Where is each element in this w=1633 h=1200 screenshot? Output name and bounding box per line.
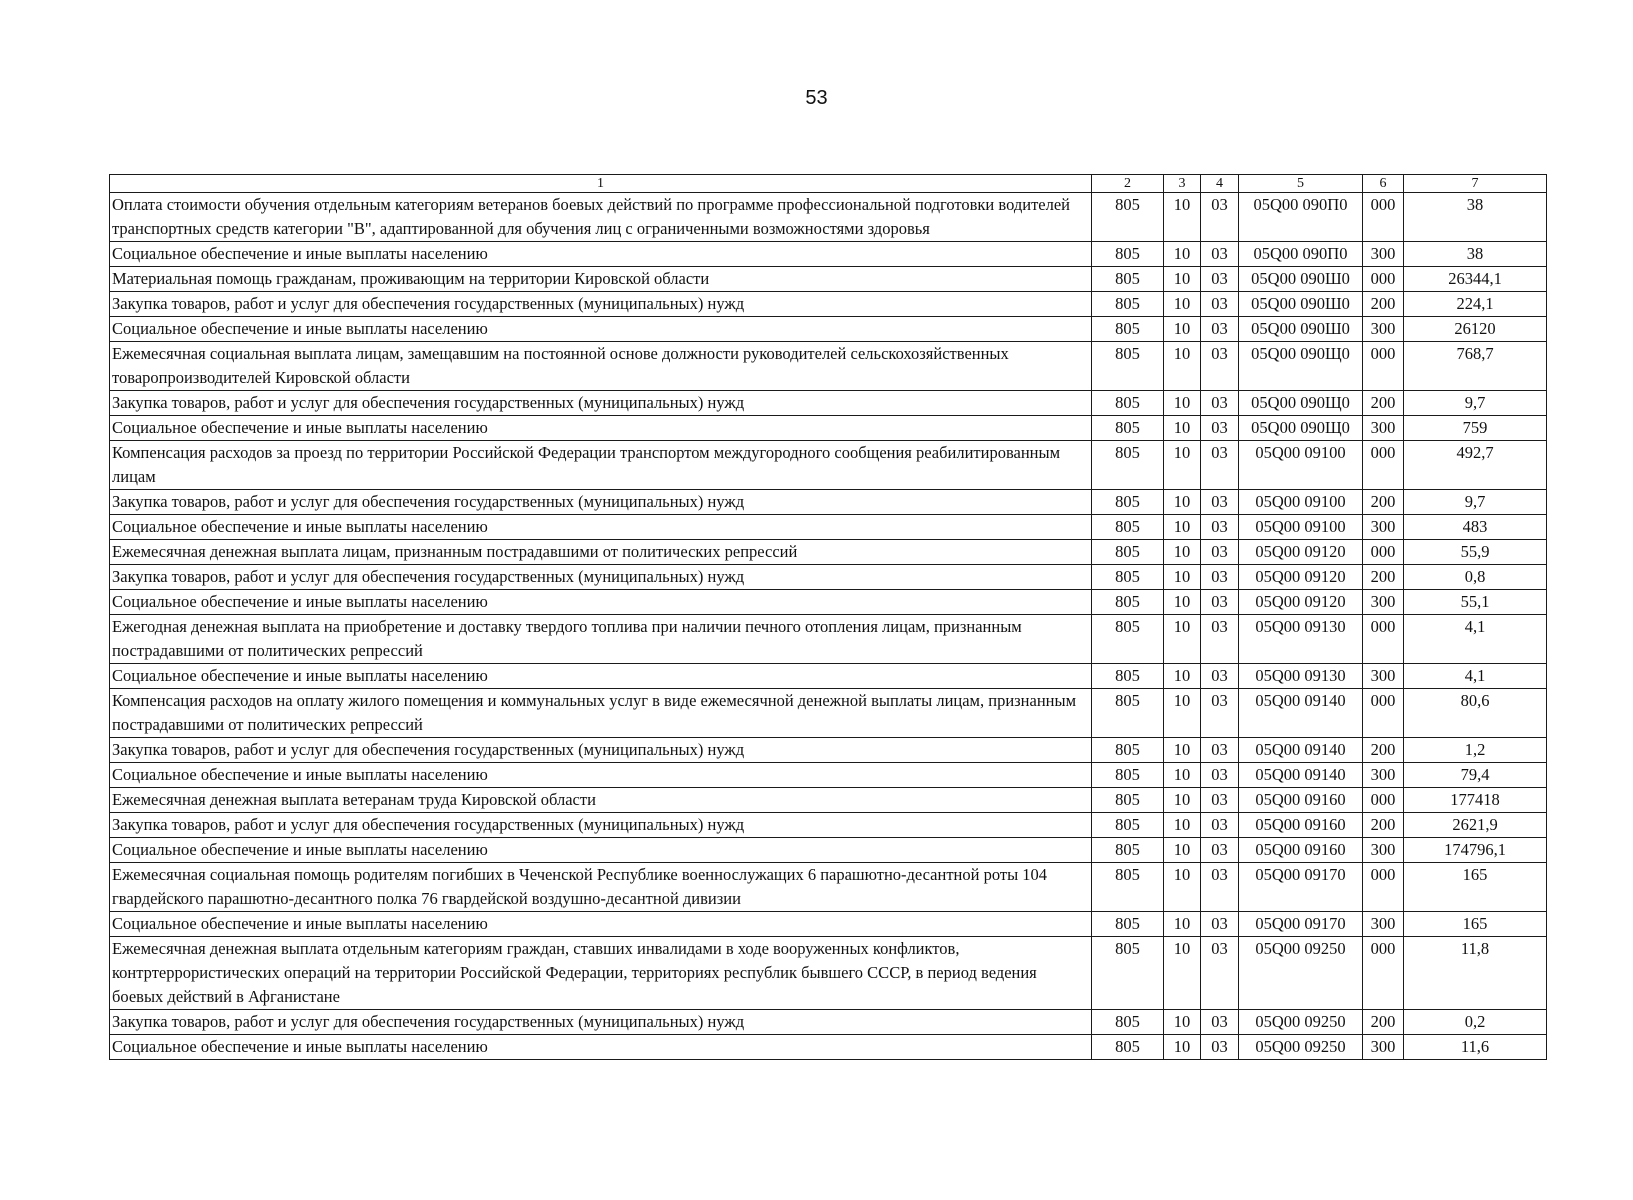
row-target-article: 05Q00 09170	[1239, 863, 1363, 912]
row-section: 10	[1164, 317, 1201, 342]
table-row	[110, 788, 1547, 813]
row-ministry: 805	[1092, 937, 1164, 1010]
table-row	[110, 292, 1547, 317]
row-subsection: 03	[1201, 863, 1239, 912]
row-subsection: 03	[1201, 763, 1239, 788]
row-section: 10	[1164, 242, 1201, 267]
row-ministry: 805	[1092, 391, 1164, 416]
row-amount: 492,7	[1404, 441, 1547, 490]
row-section: 10	[1164, 763, 1201, 788]
row-expense-type: 000	[1363, 863, 1404, 912]
row-subsection: 03	[1201, 292, 1239, 317]
row-amount: 165	[1404, 863, 1547, 912]
row-section: 10	[1164, 1035, 1201, 1060]
row-name: Ежемесячная денежная выплата отдельным категориям граждан, ставших инвалидами в ходе вооруженных конфликтов, контртеррористических операций на территории Российской Федерации, территориях республик бывшего СССР, в период ведения боевых действий в Афганистане	[110, 937, 1092, 1010]
row-ministry: 805	[1092, 317, 1164, 342]
row-expense-type: 200	[1363, 391, 1404, 416]
row-subsection: 03	[1201, 590, 1239, 615]
row-amount: 11,8	[1404, 937, 1547, 1010]
row-name: Компенсация расходов на оплату жилого помещения и коммунальных услуг в виде ежемесячной денежной выплаты лицам, признанным пострадавшими от политических репрессий	[110, 689, 1092, 738]
row-ministry: 805	[1092, 838, 1164, 863]
row-expense-type: 300	[1363, 763, 1404, 788]
row-expense-type: 300	[1363, 242, 1404, 267]
row-subsection: 03	[1201, 441, 1239, 490]
row-expense-type: 300	[1363, 416, 1404, 441]
row-subsection: 03	[1201, 788, 1239, 813]
row-amount: 174796,1	[1404, 838, 1547, 863]
row-section: 10	[1164, 565, 1201, 590]
row-subsection: 03	[1201, 565, 1239, 590]
row-subsection: 03	[1201, 193, 1239, 242]
row-target-article: 05Q00 090Ш0	[1239, 267, 1363, 292]
row-subsection: 03	[1201, 342, 1239, 391]
row-section: 10	[1164, 738, 1201, 763]
row-name: Ежемесячная социальная выплата лицам, замещавшим на постоянной основе должности руководителей сельскохозяйственных товаропроизводителей Кировской области	[110, 342, 1092, 391]
header-col-5: 5	[1239, 175, 1363, 193]
table-row	[110, 540, 1547, 565]
row-name: Социальное обеспечение и иные выплаты населению	[110, 763, 1092, 788]
row-name: Закупка товаров, работ и услуг для обеспечения государственных (муниципальных) нужд	[110, 1010, 1092, 1035]
row-expense-type: 000	[1363, 342, 1404, 391]
row-expense-type: 000	[1363, 540, 1404, 565]
header-col-6: 6	[1363, 175, 1404, 193]
row-name: Оплата стоимости обучения отдельным категориям ветеранов боевых действий по программе профессиональной подготовки водителей транспортных средств категории "В", адаптированной для обучения лиц с ограниченными возможностями здоровья	[110, 193, 1092, 242]
row-amount: 4,1	[1404, 615, 1547, 664]
row-section: 10	[1164, 838, 1201, 863]
row-name: Закупка товаров, работ и услуг для обеспечения государственных (муниципальных) нужд	[110, 738, 1092, 763]
row-subsection: 03	[1201, 689, 1239, 738]
row-section: 10	[1164, 342, 1201, 391]
row-name: Социальное обеспечение и иные выплаты населению	[110, 515, 1092, 540]
row-subsection: 03	[1201, 416, 1239, 441]
row-amount: 0,8	[1404, 565, 1547, 590]
page-number: 53	[805, 87, 828, 109]
table-row	[110, 813, 1547, 838]
row-subsection: 03	[1201, 664, 1239, 689]
table-row	[110, 590, 1547, 615]
row-expense-type: 300	[1363, 590, 1404, 615]
row-target-article: 05Q00 09250	[1239, 1035, 1363, 1060]
row-amount: 55,1	[1404, 590, 1547, 615]
row-subsection: 03	[1201, 937, 1239, 1010]
row-target-article: 05Q00 090П0	[1239, 193, 1363, 242]
row-section: 10	[1164, 689, 1201, 738]
row-expense-type: 200	[1363, 565, 1404, 590]
table-row	[110, 1035, 1547, 1060]
row-section: 10	[1164, 863, 1201, 912]
row-ministry: 805	[1092, 689, 1164, 738]
header-col-1: 1	[110, 175, 1092, 193]
row-ministry: 805	[1092, 664, 1164, 689]
row-name: Закупка товаров, работ и услуг для обеспечения государственных (муниципальных) нужд	[110, 490, 1092, 515]
row-expense-type: 300	[1363, 1035, 1404, 1060]
row-name: Ежемесячная социальная помощь родителям погибших в Чеченской Республике военнослужащих 6 парашютно-десантной роты 104 гвардейского парашютно-десантного полка 76 гвардейской воздушно-десантной дивизии	[110, 863, 1092, 912]
row-ministry: 805	[1092, 863, 1164, 912]
table-row	[110, 441, 1547, 490]
row-section: 10	[1164, 788, 1201, 813]
row-section: 10	[1164, 813, 1201, 838]
table-row	[110, 490, 1547, 515]
row-amount: 38	[1404, 193, 1547, 242]
table-row	[110, 1010, 1547, 1035]
row-target-article: 05Q00 09100	[1239, 441, 1363, 490]
table-body	[110, 193, 1547, 1060]
row-expense-type: 000	[1363, 689, 1404, 738]
row-ministry: 805	[1092, 292, 1164, 317]
row-subsection: 03	[1201, 1010, 1239, 1035]
row-amount: 38	[1404, 242, 1547, 267]
row-target-article: 05Q00 090Щ0	[1239, 391, 1363, 416]
table-row	[110, 838, 1547, 863]
row-subsection: 03	[1201, 267, 1239, 292]
row-amount: 165	[1404, 912, 1547, 937]
row-subsection: 03	[1201, 1035, 1239, 1060]
row-target-article: 05Q00 09140	[1239, 763, 1363, 788]
row-section: 10	[1164, 1010, 1201, 1035]
row-target-article: 05Q00 090Щ0	[1239, 342, 1363, 391]
table-row	[110, 937, 1547, 1010]
row-amount: 26344,1	[1404, 267, 1547, 292]
row-name: Социальное обеспечение и иные выплаты населению	[110, 590, 1092, 615]
row-amount: 11,6	[1404, 1035, 1547, 1060]
table-row	[110, 689, 1547, 738]
row-ministry: 805	[1092, 763, 1164, 788]
row-expense-type: 300	[1363, 317, 1404, 342]
row-name: Социальное обеспечение и иные выплаты населению	[110, 1035, 1092, 1060]
row-expense-type: 000	[1363, 788, 1404, 813]
row-ministry: 805	[1092, 615, 1164, 664]
table-row	[110, 912, 1547, 937]
row-subsection: 03	[1201, 242, 1239, 267]
row-expense-type: 000	[1363, 441, 1404, 490]
row-subsection: 03	[1201, 515, 1239, 540]
row-ministry: 805	[1092, 738, 1164, 763]
row-amount: 768,7	[1404, 342, 1547, 391]
row-section: 10	[1164, 937, 1201, 1010]
row-ministry: 805	[1092, 515, 1164, 540]
row-target-article: 05Q00 09250	[1239, 937, 1363, 1010]
row-section: 10	[1164, 515, 1201, 540]
table-row	[110, 738, 1547, 763]
row-name: Ежемесячная денежная выплата лицам, признанным пострадавшими от политических репрессий	[110, 540, 1092, 565]
row-section: 10	[1164, 441, 1201, 490]
row-amount: 80,6	[1404, 689, 1547, 738]
row-name: Закупка товаров, работ и услуг для обеспечения государственных (муниципальных) нужд	[110, 565, 1092, 590]
row-subsection: 03	[1201, 391, 1239, 416]
table-row	[110, 416, 1547, 441]
row-amount: 9,7	[1404, 391, 1547, 416]
row-section: 10	[1164, 615, 1201, 664]
row-amount: 483	[1404, 515, 1547, 540]
row-expense-type: 000	[1363, 267, 1404, 292]
row-ministry: 805	[1092, 540, 1164, 565]
table-row	[110, 342, 1547, 391]
row-ministry: 805	[1092, 490, 1164, 515]
row-target-article: 05Q00 09120	[1239, 540, 1363, 565]
row-ministry: 805	[1092, 590, 1164, 615]
row-target-article: 05Q00 09130	[1239, 664, 1363, 689]
row-ministry: 805	[1092, 1010, 1164, 1035]
row-ministry: 805	[1092, 342, 1164, 391]
row-name: Закупка товаров, работ и услуг для обеспечения государственных (муниципальных) нужд	[110, 391, 1092, 416]
row-ministry: 805	[1092, 267, 1164, 292]
table-row	[110, 615, 1547, 664]
row-section: 10	[1164, 416, 1201, 441]
table-header	[110, 175, 1547, 193]
row-ministry: 805	[1092, 193, 1164, 242]
row-target-article: 05Q00 090П0	[1239, 242, 1363, 267]
row-ministry: 805	[1092, 242, 1164, 267]
row-target-article: 05Q00 09100	[1239, 515, 1363, 540]
row-expense-type: 200	[1363, 490, 1404, 515]
row-target-article: 05Q00 090Ш0	[1239, 292, 1363, 317]
row-subsection: 03	[1201, 912, 1239, 937]
row-name: Социальное обеспечение и иные выплаты населению	[110, 416, 1092, 441]
row-expense-type: 200	[1363, 1010, 1404, 1035]
table-row	[110, 193, 1547, 242]
row-ministry: 805	[1092, 441, 1164, 490]
row-subsection: 03	[1201, 813, 1239, 838]
table-row	[110, 763, 1547, 788]
header-col-3: 3	[1164, 175, 1201, 193]
row-ministry: 805	[1092, 1035, 1164, 1060]
table-row	[110, 391, 1547, 416]
row-section: 10	[1164, 267, 1201, 292]
row-subsection: 03	[1201, 615, 1239, 664]
row-subsection: 03	[1201, 738, 1239, 763]
table-row	[110, 565, 1547, 590]
row-target-article: 05Q00 09160	[1239, 838, 1363, 863]
row-section: 10	[1164, 540, 1201, 565]
row-target-article: 05Q00 09170	[1239, 912, 1363, 937]
row-target-article: 05Q00 09160	[1239, 788, 1363, 813]
table-row	[110, 267, 1547, 292]
row-subsection: 03	[1201, 317, 1239, 342]
row-section: 10	[1164, 590, 1201, 615]
header-col-2: 2	[1092, 175, 1164, 193]
row-target-article: 05Q00 09160	[1239, 813, 1363, 838]
row-expense-type: 000	[1363, 615, 1404, 664]
row-target-article: 05Q00 09250	[1239, 1010, 1363, 1035]
row-target-article: 05Q00 090Щ0	[1239, 416, 1363, 441]
row-amount: 4,1	[1404, 664, 1547, 689]
row-expense-type: 300	[1363, 912, 1404, 937]
row-section: 10	[1164, 490, 1201, 515]
row-name: Закупка товаров, работ и услуг для обеспечения государственных (муниципальных) нужд	[110, 292, 1092, 317]
row-amount: 55,9	[1404, 540, 1547, 565]
row-subsection: 03	[1201, 540, 1239, 565]
row-name: Ежемесячная денежная выплата ветеранам труда Кировской области	[110, 788, 1092, 813]
row-name: Материальная помощь гражданам, проживающим на территории Кировской области	[110, 267, 1092, 292]
row-expense-type: 200	[1363, 738, 1404, 763]
row-amount: 26120	[1404, 317, 1547, 342]
table-row	[110, 242, 1547, 267]
row-subsection: 03	[1201, 838, 1239, 863]
row-amount: 9,7	[1404, 490, 1547, 515]
row-amount: 224,1	[1404, 292, 1547, 317]
table-row	[110, 515, 1547, 540]
row-name: Ежегодная денежная выплата на приобретение и доставку твердого топлива при наличии печного отопления лицам, признанным пострадавшими от политических репрессий	[110, 615, 1092, 664]
row-name: Социальное обеспечение и иные выплаты населению	[110, 664, 1092, 689]
row-section: 10	[1164, 193, 1201, 242]
table-row	[110, 317, 1547, 342]
row-ministry: 805	[1092, 912, 1164, 937]
row-target-article: 05Q00 09140	[1239, 738, 1363, 763]
row-target-article: 05Q00 090Ш0	[1239, 317, 1363, 342]
header-col-7: 7	[1404, 175, 1547, 193]
row-target-article: 05Q00 09120	[1239, 590, 1363, 615]
row-amount: 2621,9	[1404, 813, 1547, 838]
row-name: Социальное обеспечение и иные выплаты населению	[110, 317, 1092, 342]
row-expense-type: 300	[1363, 838, 1404, 863]
row-target-article: 05Q00 09100	[1239, 490, 1363, 515]
row-amount: 759	[1404, 416, 1547, 441]
row-ministry: 805	[1092, 788, 1164, 813]
header-row	[110, 175, 1547, 193]
row-section: 10	[1164, 391, 1201, 416]
header-col-4: 4	[1201, 175, 1239, 193]
row-ministry: 805	[1092, 416, 1164, 441]
row-name: Социальное обеспечение и иные выплаты населению	[110, 242, 1092, 267]
row-expense-type: 200	[1363, 292, 1404, 317]
row-target-article: 05Q00 09120	[1239, 565, 1363, 590]
row-expense-type: 200	[1363, 813, 1404, 838]
row-name: Социальное обеспечение и иные выплаты населению	[110, 912, 1092, 937]
row-target-article: 05Q00 09130	[1239, 615, 1363, 664]
row-section: 10	[1164, 912, 1201, 937]
row-expense-type: 000	[1363, 937, 1404, 1010]
row-name: Компенсация расходов за проезд по территории Российской Федерации транспортом междугородного сообщения реабилитированным лицам	[110, 441, 1092, 490]
row-subsection: 03	[1201, 490, 1239, 515]
row-amount: 0,2	[1404, 1010, 1547, 1035]
row-section: 10	[1164, 292, 1201, 317]
row-name: Закупка товаров, работ и услуг для обеспечения государственных (муниципальных) нужд	[110, 813, 1092, 838]
row-expense-type: 300	[1363, 664, 1404, 689]
row-section: 10	[1164, 664, 1201, 689]
row-expense-type: 300	[1363, 515, 1404, 540]
row-amount: 177418	[1404, 788, 1547, 813]
row-amount: 1,2	[1404, 738, 1547, 763]
row-target-article: 05Q00 09140	[1239, 689, 1363, 738]
table-row	[110, 664, 1547, 689]
row-ministry: 805	[1092, 565, 1164, 590]
row-expense-type: 000	[1363, 193, 1404, 242]
row-ministry: 805	[1092, 813, 1164, 838]
budget-table	[109, 174, 1547, 1060]
table-row	[110, 863, 1547, 912]
row-amount: 79,4	[1404, 763, 1547, 788]
row-name: Социальное обеспечение и иные выплаты населению	[110, 838, 1092, 863]
